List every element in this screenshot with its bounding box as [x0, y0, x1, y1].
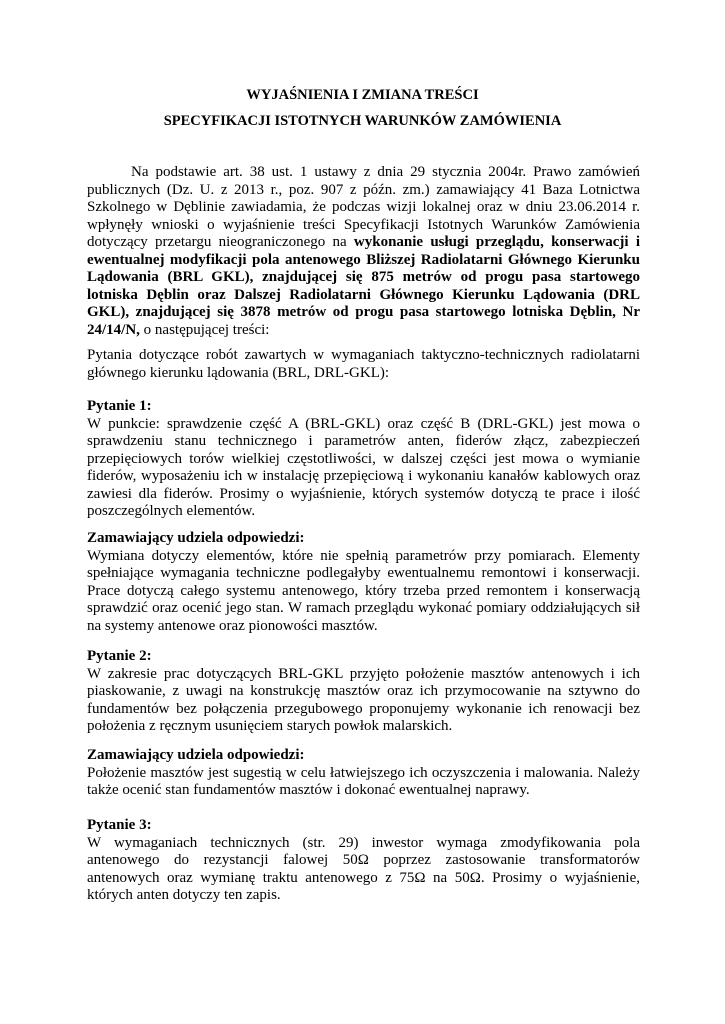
question-3-text: W wymaganiach technicznych (str. 29) inwestor wymaga zmodyfikowania pola antenowego do rezystancji falowej 50Ω poprzez zastosowanie transformatorów antenowych oraz wymianę traktu antenowego z 75Ω na 50Ω. Prosimy o wyjaśnienie, których anten dotyczy ten zapis. — [87, 834, 640, 903]
question-2 — [87, 648, 640, 736]
intro-bold-subject: wykonanie usługi przeglądu, konserwacji i ewentualnej modyfikacji pola antenowego Bliższej Radiolatarni Głównego Kierunku Lądowania (BRL GKL), znajdującej się 875 metrów od progu pasa startowego lotniska Dęblin oraz Dalszej Radiolatarni Głównego Kierunku Lądowania (DRL GKL), znajdującej się 3878 metrów od progu pasa startowego lotniska Dęblin, Nr 24/14/N, — [87, 234, 640, 338]
question-1-heading: Pytanie 1: — [87, 398, 152, 414]
answer-2-heading: Zamawiający udziela odpowiedzi: — [87, 747, 305, 763]
intro-text-end: o następującej treści: — [139, 321, 270, 338]
answer-1-text: Wymiana dotyczy elementów, które nie spełnią parametrów przy pomiarach. Elementy spełniające wymagania techniczne podlegałyby ewentualnemu remontowi i konserwacji. Prace dotyczą całego systemu antenowego, który trzeba przed remontem i konserwacją sprawdzić oraz ocenić jego stan. W ramach przeglądu wykonać pomiary oddziałujących sił na systemy antenowe oraz pionowości masztów. — [87, 547, 640, 634]
question-2-heading: Pytanie 2: — [87, 648, 152, 664]
intro-text: Na podstawie art. 38 ust. 1 ustawy z dnia 29 stycznia 2004r. Prawo zamówień publicznych (Dz. U. z 2013 r., poz. 907 z późn. zm.) zamawiający 41 Baza Lotnictwa Szkolnego w Dęblinie zawiadamia, że podczas wizji lokalnej oraz w dniu 23.06.2014 r. wpłynęły wnioski o wyjaśnienie treści Specyfikacji Istotnych Warunków Zamówienia dotyczący przetargu nieograniczonego na — [87, 164, 640, 250]
question-2-text: W zakresie prac dotyczących BRL-GKL przyjęto położenie masztów antenowych i ich piaskowanie, z uwagi na konstrukcję masztów oraz ich przymocowanie na sztywno do fundamentów bez połączenia przegubowego proponujemy wykonanie ich renowacji bez położenia z ręcznym usunięciem starych powłok malarskich. — [87, 665, 640, 734]
question-3 — [87, 817, 640, 905]
section-intro: Pytania dotyczące robót zawartych w wymaganiach taktyczno-technicznych radiolatarni głównego kierunku lądowania (BRL, DRL-GKL): — [87, 347, 640, 381]
intro-paragraph — [87, 164, 640, 339]
question-1 — [87, 398, 640, 521]
answer-2-text: Położenie masztów jest sugestią w celu łatwiejszego ich oczyszczenia i malowania. Należy także ocenić stan fundamentów masztów i dokonać ewentualnej naprawy. — [87, 764, 640, 798]
document-title-line-1: WYJAŚNIENIA I ZMIANA TREŚCI — [246, 87, 479, 103]
answer-1 — [87, 530, 640, 635]
question-3-heading: Pytanie 3: — [87, 817, 152, 833]
question-1-text: W punkcie: sprawdzenie część A (BRL-GKL) oraz część B (DRL-GKL) jest mowa o sprawdzeniu stanu technicznego i parametrów anten, fiderów złącz, zabezpieczeń przepięciowych torów wielkiej częstotliwości, w dalszej części jest mowa o wymianie fiderów, wyposażeniu ich w instalację przepięciową i wykonaniu kanałów kablowych oraz zawiesi dla fiderów. Prosimy o wyjaśnienie, których systemów dotyczą te prace i ilość poszczególnych elementów. — [87, 415, 640, 519]
document-title-line-2: SPECYFIKACJI ISTOTNYCH WARUNKÓW ZAMÓWIENIA — [163, 113, 562, 129]
answer-2 — [87, 747, 640, 800]
answer-1-heading: Zamawiający udziela odpowiedzi: — [87, 530, 305, 546]
